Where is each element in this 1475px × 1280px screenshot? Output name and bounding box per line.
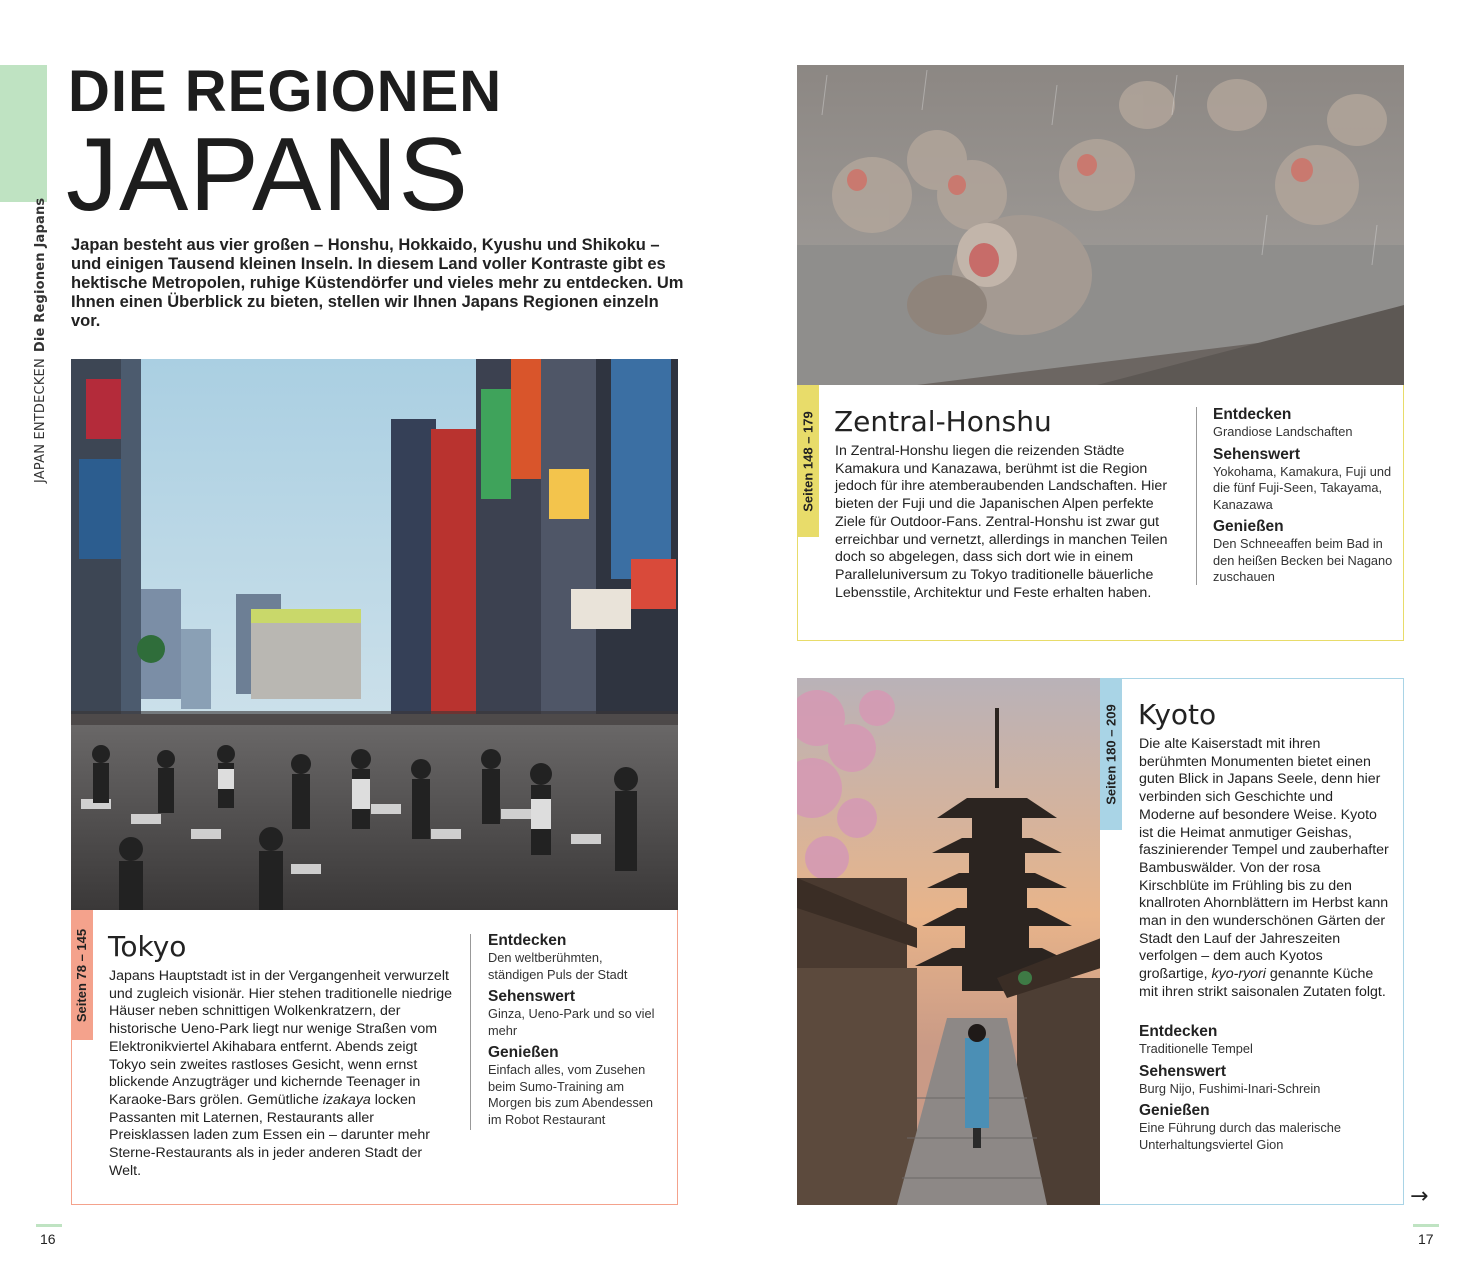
honshu-fact-text: Den Schneeaffen beim Bad in den heißen Becken bei Nagano zuschauen <box>1213 536 1393 584</box>
section-color-tab <box>0 65 47 202</box>
chapter-label: Die Regionen Japans <box>33 197 48 353</box>
right-page-marker <box>1413 1224 1439 1227</box>
kyoto-fact-heading: Genießen <box>1139 1102 1210 1119</box>
honshu-fact-text: Grandiose Landschaften <box>1213 424 1353 439</box>
honshu-fact-heading: Entdecken <box>1213 406 1292 423</box>
honshu-fact-heading: Genießen <box>1213 518 1284 535</box>
tokyo-description: Japans Hauptstadt ist in der Vergangenheit verwurzelt und zugleich visionär. Hier stehen traditionelle niedrige Häuser neben schnittigen Wolkenkratzern, der historische Ueno-Park liegt nur wenige Straßen vom Elektronikviertel Akihabara entfernt. Abends zeigt Tokyo sein zweites rastloses Gesicht, wenn ernst blickende Anzugträger und kichernde Teenager in Karaoke-Bars grölen. Gemütliche izakaya locken Passanten mit Laternen, Restaurants aller Preisklassen laden zum Essen ein – darunter mehr Sterne-Restaurants als in jeder anderen Stadt der Welt. <box>109 968 453 1179</box>
tokyo-page-ref-bar <box>71 910 93 1040</box>
honshu-divider <box>1196 407 1197 585</box>
kyoto-page-ref-bar <box>1100 678 1122 830</box>
tokyo-fact-heading: Genießen <box>488 1044 559 1061</box>
page-title-line2: JAPANS <box>66 117 469 233</box>
snow-monkeys-photo <box>797 65 1404 385</box>
snow-monkeys-illustration <box>797 65 1404 385</box>
tokyo-fact-heading: Sehenswert <box>488 988 576 1005</box>
tokyo-facts <box>488 931 658 1132</box>
tokyo-photo <box>71 359 678 911</box>
section-label: JAPAN ENTDECKEN <box>33 358 48 483</box>
honshu-heading: Zentral-Honshu <box>834 405 1052 438</box>
tokyo-fact-text: Ginza, Ueno-Park und so viel mehr <box>488 1006 655 1038</box>
kyoto-fact-heading: Sehenswert <box>1139 1062 1227 1080</box>
honshu-fact-heading: Sehenswert <box>1213 445 1301 463</box>
honshu-fact-text: Yokohama, Kamakura, Fuji und die fünf Fuji-Seen, Takayama, Kanazawa <box>1213 463 1392 512</box>
tokyo-fact-heading: Entdecken <box>488 932 567 949</box>
honshu-description: In Zentral-Honshu liegen die reizenden Städte Kamakura und Kanazawa, berühmt ist die Region jedoch für ihre atemberaubenden Landschaften. Hier bieten der Fuji und die Japanischen Alpen perfekte Ziele für Outdoor-Fans. Zentral-Honshu ist zwar gut erreichbar und vernetzt, allerdings in manchen Teilen doch so abgelegen, dass sich dort wie in einem Paralleluniversum zu Tokyo traditionelle bäuerliche Lebensstile, Architektur und Feste erhalten haben. <box>835 443 1168 601</box>
tokyo-fact-text: Einfach alles, vom Zusehen beim Sumo-Training am Morgen bis zum Abendessen im Robot Restaurant <box>488 1062 654 1127</box>
honshu-facts <box>1213 405 1393 590</box>
page-title-line1: DIE REGIONEN <box>68 59 503 124</box>
kyoto-fact-text: Traditionelle Tempel <box>1139 1041 1253 1056</box>
kyoto-page-ref: Seiten 180 – 209 <box>1103 703 1119 805</box>
tokyo-fact-text: Den weltberühmten, ständigen Puls der Stadt <box>488 950 628 982</box>
tokyo-divider <box>470 934 471 1130</box>
next-page-arrow-icon[interactable]: → <box>1410 1184 1429 1209</box>
tokyo-heading: Tokyo <box>108 930 187 963</box>
tokyo-street-illustration <box>71 359 678 911</box>
kyoto-fact-heading: Entdecken <box>1139 1023 1218 1040</box>
kyoto-pagoda-illustration <box>797 678 1101 1205</box>
honshu-page-ref-bar <box>797 385 819 537</box>
kyoto-fact-text: Burg Nijo, Fushimi-Inari-Schrein <box>1139 1080 1321 1096</box>
tokyo-page-ref: Seiten 78 – 145 <box>74 928 90 1022</box>
kyoto-fact-text: Eine Führung durch das malerische Unterhaltungsviertel Gion <box>1139 1120 1342 1152</box>
left-page-number: 16 <box>40 1231 56 1247</box>
honshu-page-ref: Seiten 148 – 179 <box>800 410 816 512</box>
right-page-number: 17 <box>1418 1231 1434 1247</box>
left-page-marker <box>36 1224 62 1227</box>
kyoto-facts <box>1139 1022 1389 1157</box>
kyoto-description: Die alte Kaiserstadt mit ihren berühmten Monumenten bietet einen guten Blick in Japans Seele, denn hier verbinden sich Geschichte und Moderne auf besondere Weise. Kyoto ist die Heimat anmutiger Geishas, faszinierender Tempel und zauberhafter Bambuswälder. Von der rosa Kirschblüte im Frühling bis zu den knallroten Ahornblättern im Herbst kann man in den wunderschönen Gärten der Stadt den Lauf der Jahreszeiten verfolgen – dem auch Kyotos großartige, kyo-ryori genannte Küche mit ihren strikt saisonalen Zutaten folgt. <box>1139 736 1389 1000</box>
running-head <box>33 198 48 483</box>
intro-paragraph: Japan besteht aus vier großen – Honshu, Hokkaido, Kyushu und Shikoku – und einigen Tausend kleinen Inseln. In diesem Land voller Kontraste gibt es hektische Metropolen, ruhige Küstendörfer und vieles mehr zu entdecken. Um Ihnen einen Überblick zu bieten, stellen wir Ihnen Japans Regionen einzeln vor. <box>71 236 684 330</box>
kyoto-pagoda-photo <box>797 678 1101 1205</box>
kyoto-heading: Kyoto <box>1138 698 1217 731</box>
